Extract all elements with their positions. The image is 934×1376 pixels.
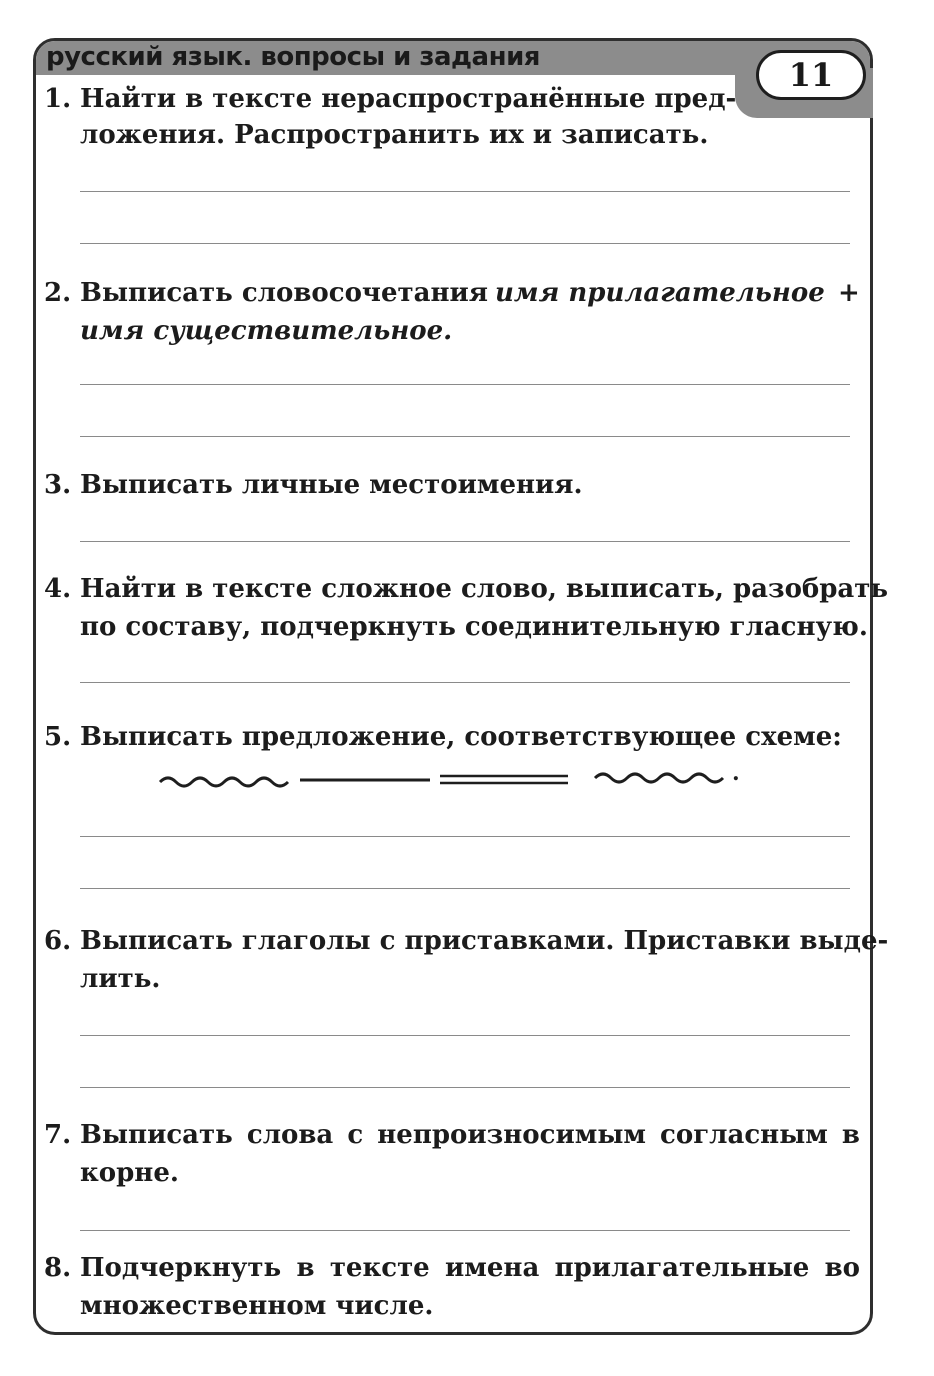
answer-line[interactable] (80, 384, 850, 385)
task-2-text-prefix: Выписать словосочетания (80, 278, 488, 308)
task-7-number: 7. (44, 1120, 72, 1150)
page-number: 11 (756, 50, 866, 100)
task-5-line-1: Выписать предложение, соответствующее схеме: (80, 722, 842, 752)
answer-line[interactable] (80, 836, 850, 837)
task-5-number: 5. (44, 722, 72, 752)
answer-line[interactable] (80, 1035, 850, 1036)
task-2-plus: + (838, 278, 860, 308)
task-6-line-1: Выписать глаголы с приставками. Приставки выде- (80, 926, 889, 956)
answer-line[interactable] (80, 682, 850, 683)
task-1-line-2: ложения. Распространить их и записать. (80, 120, 709, 150)
task-8-number: 8. (44, 1253, 72, 1283)
task-8-line-1: Подчеркнуть в тексте имена прилагательные во (80, 1253, 860, 1283)
task-7-line-1: Выписать слова с непроизносимым согласным в (80, 1120, 860, 1150)
task-1-line-1: Найти в тексте нераспространённые пред- (80, 84, 737, 114)
task-4-line-2: по составу, подчеркнуть соединительную гласную. (80, 612, 868, 642)
answer-line[interactable] (80, 1087, 850, 1088)
header-title: русский язык. вопросы и задания (46, 42, 540, 72)
answer-line[interactable] (80, 541, 850, 542)
task-2-italic-1: имя прилагательное (495, 278, 825, 308)
sentence-scheme (150, 760, 750, 800)
task-7-line-2: корне. (80, 1158, 179, 1188)
task-2-number: 2. (44, 278, 72, 308)
task-3-line-1: Выписать личные местоимения. (80, 470, 583, 500)
task-1-number: 1. (44, 84, 72, 114)
answer-line[interactable] (80, 243, 850, 244)
task-6-number: 6. (44, 926, 72, 956)
task-4-number: 4. (44, 574, 72, 604)
task-4-line-1: Найти в тексте сложное слово, выписать, разобрать (80, 574, 889, 604)
answer-line[interactable] (80, 1230, 850, 1231)
scheme-end-mark: . (732, 760, 740, 786)
answer-line[interactable] (80, 191, 850, 192)
task-8-line-2: множественном числе. (80, 1291, 434, 1321)
task-3-number: 3. (44, 470, 72, 500)
scheme-definition-wavy-line-2 (595, 774, 723, 782)
answer-line[interactable] (80, 436, 850, 437)
task-2-italic-2: имя существительное. (80, 316, 453, 346)
task-6-line-2: лить. (80, 964, 161, 994)
answer-line[interactable] (80, 888, 850, 889)
scheme-definition-wavy-line (160, 778, 288, 786)
